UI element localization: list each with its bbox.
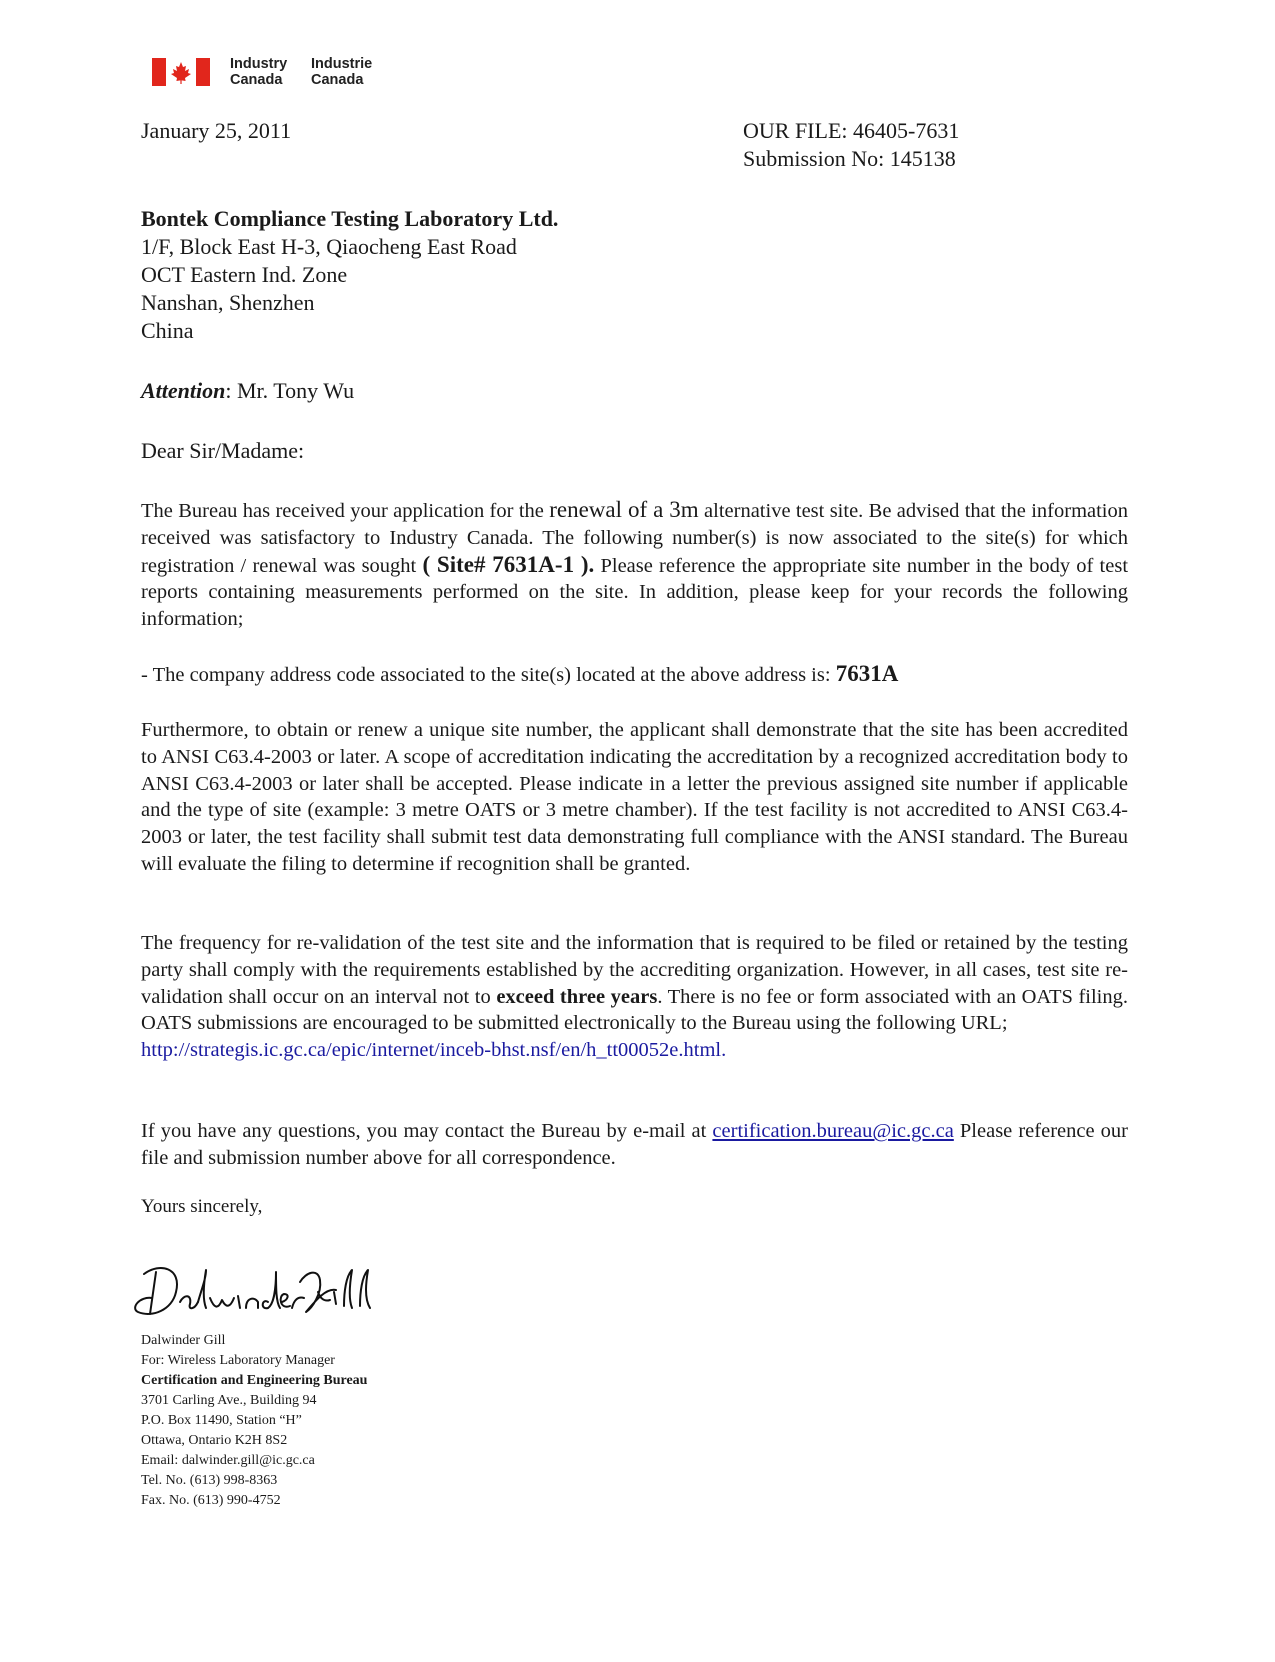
bureau-email-link[interactable]: certification.bureau@ic.gc.ca (712, 1120, 954, 1142)
p4-exceed-three-years: exceed three years (496, 985, 658, 1008)
paragraph-address-code (141, 661, 1128, 689)
site-number: ( Site# 7631A-1 ). (422, 551, 595, 577)
our-file-number: OUR FILE: 46405-7631 (743, 118, 960, 143)
salutation: Dear Sir/Madame: (141, 438, 305, 463)
recipient-address-line4: China (141, 318, 194, 343)
p1-text-e: Please reference the appropriate site number in the body of test reports containing measurements performed on the site. In addition, please keep for your records the following information; (141, 554, 1129, 631)
p1-text-c: alternative test site. Be advised that the information received was satisfactory to Industry Canada. The following number(s) is now associated to the site(s) for which registration / renewal was sought (141, 500, 1129, 577)
p1-text-a: The Bureau has received your application for the (141, 500, 550, 522)
logo-industry-canada-en (230, 56, 287, 88)
letter-date: January 25, 2011 (141, 118, 292, 143)
logo-en-line1: Industry (230, 56, 288, 72)
signatory-fax: Fax. No. (613) 990-4752 (141, 1493, 281, 1508)
signatory-address-line2: P.O. Box 11490, Station “H” (141, 1413, 302, 1428)
paragraph-contact (141, 1118, 1128, 1172)
logo-fr-line2: Canada (311, 72, 364, 88)
recipient-address-line1: 1/F, Block East H-3, Qiaocheng East Road (141, 234, 517, 259)
p4-text-c: . There is no fee or form associated with an OATS filing. OATS submissions are encouraged to be submitted electronically to the Bureau using the following URL; (141, 985, 1128, 1035)
signatory-telephone: Tel. No. (613) 998-8363 (141, 1473, 278, 1488)
attention-line (141, 377, 354, 405)
signatory-organization: Certification and Engineering Bureau (141, 1373, 368, 1388)
company-address-code: 7631A (835, 661, 899, 686)
logo-industrie-canada-fr (311, 56, 372, 88)
recipient-address (141, 205, 558, 345)
submission-number: Submission No: 145138 (743, 146, 956, 171)
p5-text-b: Please reference our file and submission number above for all correspondence. (141, 1120, 1128, 1169)
recipient-name: Bontek Compliance Testing Laboratory Ltd. (141, 206, 559, 231)
recipient-address-line3: Nanshan, Shenzhen (141, 290, 315, 315)
signatory-address-line3: Ottawa, Ontario K2H 8S2 (141, 1433, 288, 1448)
paragraph-application-received (141, 497, 1128, 633)
paragraph-revalidation (141, 930, 1128, 1064)
logo-fr-line1: Industrie (311, 56, 373, 72)
attention-value: : Mr. Tony Wu (225, 378, 355, 403)
signatory-title: For: Wireless Laboratory Manager (141, 1353, 335, 1368)
attention-label: Attention (141, 378, 226, 403)
signatory-email: Email: dalwinder.gill@ic.gc.ca (141, 1453, 315, 1468)
p2-text-a: - The company address code associated to the site(s) located at the above address is: (141, 664, 836, 686)
paragraph-accreditation: Furthermore, to obtain or renew a unique site number, the applicant shall demonstrate that the site has been accredited to ANSI C63.4-2003 or later. A scope of accreditation indicating the accreditation by a recognized accreditation body to ANSI C63.4-2003 or later shall be accepted. Please indicate in a letter the previous assigned site number if applicable and the type of site (example: 3 metre OATS or 3 metre chamber). If the test facility is not accredited to ANSI C63.4-2003 or later, the test facility shall submit test data demonstrating full compliance with the ANSI standard. The Bureau will evaluate the filing to determine if recognition shall be granted. (141, 719, 1128, 875)
closing: Yours sincerely, (141, 1196, 263, 1217)
logo-en-line2: Canada (230, 72, 283, 88)
p4-text-a: The frequency for re-validation of the test site and the information that is required to be filed or retained by the testing party shall comply with the requirements established by the accrediting organization. However, in all cases, test site re-validation shall occur on an interval not to (141, 932, 1128, 1008)
oats-submission-url-link[interactable]: http://strategis.ic.gc.ca/epic/internet/inceb-bhst.nsf/en/h_tt00052e.html. (141, 1039, 727, 1062)
handwritten-signature (130, 1252, 390, 1332)
p5-text-a: If you have any questions, you may contact the Bureau by e-mail at (141, 1120, 713, 1142)
p1-text-renewal: renewal of a 3m (549, 497, 699, 522)
canada-flag-icon (152, 58, 210, 86)
recipient-address-line2: OCT Eastern Ind. Zone (141, 262, 348, 287)
signatory-address-line1: 3701 Carling Ave., Building 94 (141, 1393, 317, 1408)
signature-block (141, 1331, 367, 1511)
signatory-name: Dalwinder Gill (141, 1333, 226, 1348)
file-reference (743, 117, 959, 173)
